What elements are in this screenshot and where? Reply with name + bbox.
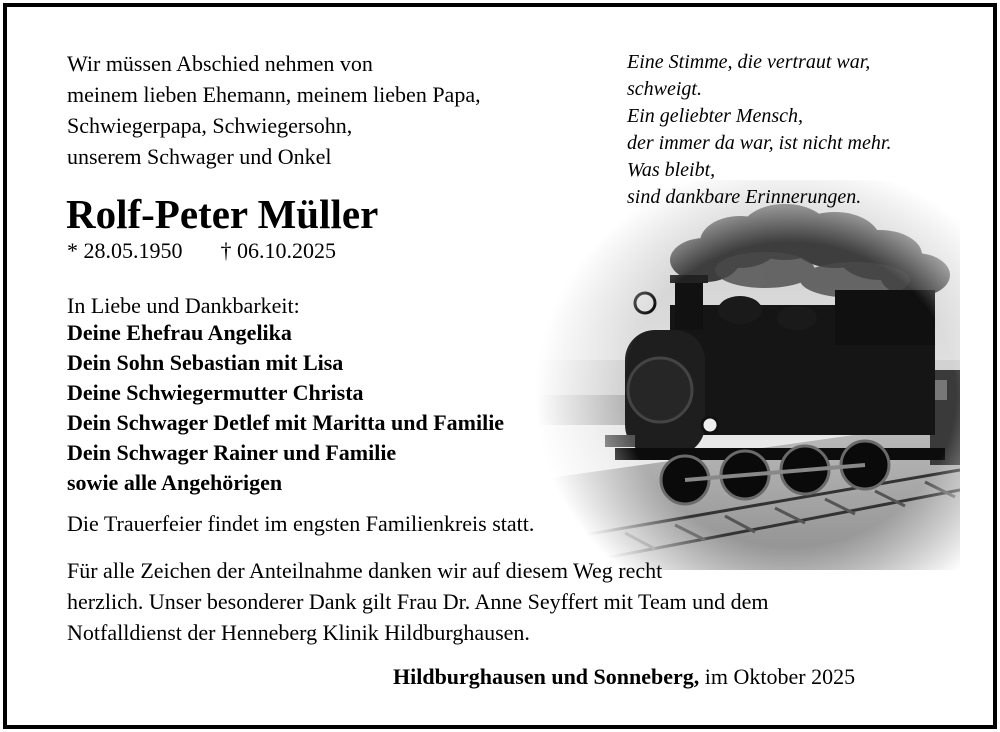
thanks-text	[67, 555, 768, 648]
death-date: † 06.10.2025	[220, 238, 336, 263]
poem-line: Ein geliebter Mensch,	[627, 105, 804, 127]
place-date-footer	[393, 662, 855, 692]
poem-line: schweigt.	[627, 78, 702, 100]
intro-line: Wir müssen Abschied nehmen von	[67, 51, 373, 76]
thanks-line: herzlich. Unser besonderer Dank gilt Frau Dr. Anne Seyffert mit Team und dem	[67, 589, 769, 614]
thanks-line: Notfalldienst der Henneberg Klinik Hildburghausen.	[67, 620, 530, 645]
funeral-note: Die Trauerfeier findet im engsten Familienkreis statt.	[67, 511, 535, 536]
poem	[627, 49, 891, 211]
mourner-line: Deine Schwiegermutter Christa	[67, 380, 364, 405]
mourner-line: Dein Sohn Sebastian mit Lisa	[67, 350, 344, 375]
poem-line: sind dankbare Erinnerungen.	[627, 186, 862, 208]
life-dates	[67, 238, 336, 264]
footer-date: im Oktober 2025	[699, 664, 856, 689]
poem-line: Was bleibt,	[627, 159, 716, 181]
birth-date: * 28.05.1950	[67, 238, 183, 263]
poem-line: der immer da war, ist nicht mehr.	[627, 132, 892, 154]
intro-line: meinem lieben Ehemann, meinem lieben Papa,	[67, 82, 481, 107]
mourner-line: sowie alle Angehörigen	[67, 470, 283, 495]
mourner-line: Dein Schwager Rainer und Familie	[67, 440, 397, 465]
intro-line: Schwiegerpapa, Schwiegersohn,	[67, 113, 353, 138]
steam-locomotive-photo	[535, 180, 960, 570]
intro-text	[67, 48, 481, 172]
poem-line: Eine Stimme, die vertraut war,	[627, 51, 871, 73]
deceased-name: Rolf-Peter Müller	[66, 191, 379, 237]
intro-line: unserem Schwager und Onkel	[67, 144, 332, 169]
thanks-line: Für alle Zeichen der Anteilnahme danken wir auf diesem Weg recht	[67, 558, 663, 583]
footer-places: Hildburghausen und Sonneberg,	[393, 664, 700, 689]
mourner-line: Dein Schwager Detlef mit Maritta und Familie	[67, 410, 505, 435]
mourner-line: Deine Ehefrau Angelika	[67, 320, 292, 345]
mourners-intro: In Liebe und Dankbarkeit:	[67, 293, 300, 318]
mourners-list	[67, 318, 504, 498]
